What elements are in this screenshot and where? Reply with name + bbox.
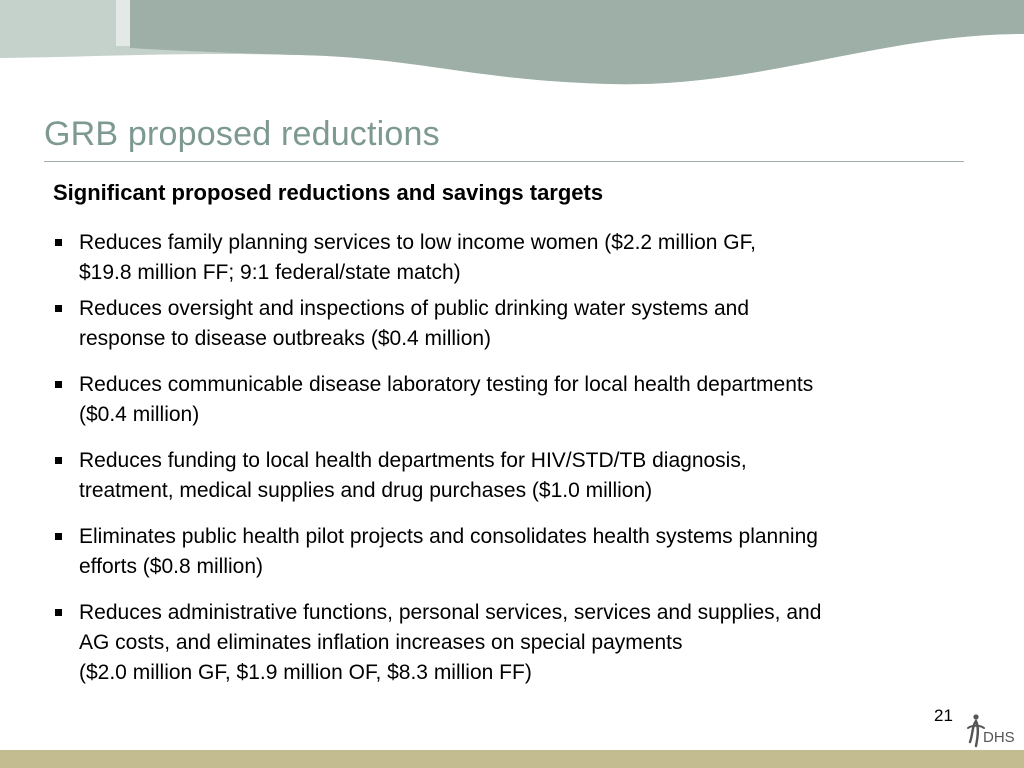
bullet-item (53, 522, 998, 582)
bullet-line: efforts ($0.8 million) (79, 555, 264, 578)
page-number: 21 (934, 706, 953, 725)
dhs-logo-icon (964, 712, 1020, 750)
slide-title: GRB proposed reductions (44, 115, 440, 153)
bullet-square-icon (55, 381, 62, 388)
bullet-line: AG costs, and eliminates inflation increases on special payments (79, 631, 683, 654)
bullet-line: treatment, medical supplies and drug purchases ($1.0 million) (79, 479, 653, 502)
bullet-line: Reduces family planning services to low income women ($2.2 million GF, (79, 231, 756, 254)
bullet-item (53, 446, 998, 506)
bullet-item (53, 370, 998, 430)
title-divider (44, 161, 964, 162)
bullet-item (53, 294, 998, 354)
bullet-line: Eliminates public health pilot projects and consolidates health systems planning (79, 525, 818, 548)
bullet-line: ($0.4 million) (79, 403, 200, 426)
bullet-line: Reduces oversight and inspections of public drinking water systems and (79, 297, 750, 320)
bullet-square-icon (55, 239, 62, 246)
bullet-item (53, 598, 998, 688)
bullet-line: Reduces funding to local health departments for HIV/STD/TB diagnosis, (79, 449, 747, 472)
footer-band (0, 750, 1024, 768)
logo-text: DHS (983, 729, 1015, 746)
bullet-line: Reduces administrative functions, personal services, services and supplies, and (79, 601, 822, 624)
bullet-item (53, 228, 998, 288)
bullet-line: response to disease outbreaks ($0.4 million) (79, 327, 492, 350)
slide-subheading: Significant proposed reductions and savings targets (53, 180, 604, 205)
bullet-square-icon (55, 533, 62, 540)
bullet-line: $19.8 million FF; 9:1 federal/state match) (79, 261, 461, 284)
header-band (0, 0, 1024, 110)
bullet-line: ($2.0 million GF, $1.9 million OF, $8.3 million FF) (79, 661, 532, 684)
bullet-line: Reduces communicable disease laboratory testing for local health departments (79, 373, 814, 396)
bullet-square-icon (55, 457, 62, 464)
bullet-list (53, 228, 998, 688)
bullet-square-icon (55, 609, 62, 616)
bullet-square-icon (55, 305, 62, 312)
